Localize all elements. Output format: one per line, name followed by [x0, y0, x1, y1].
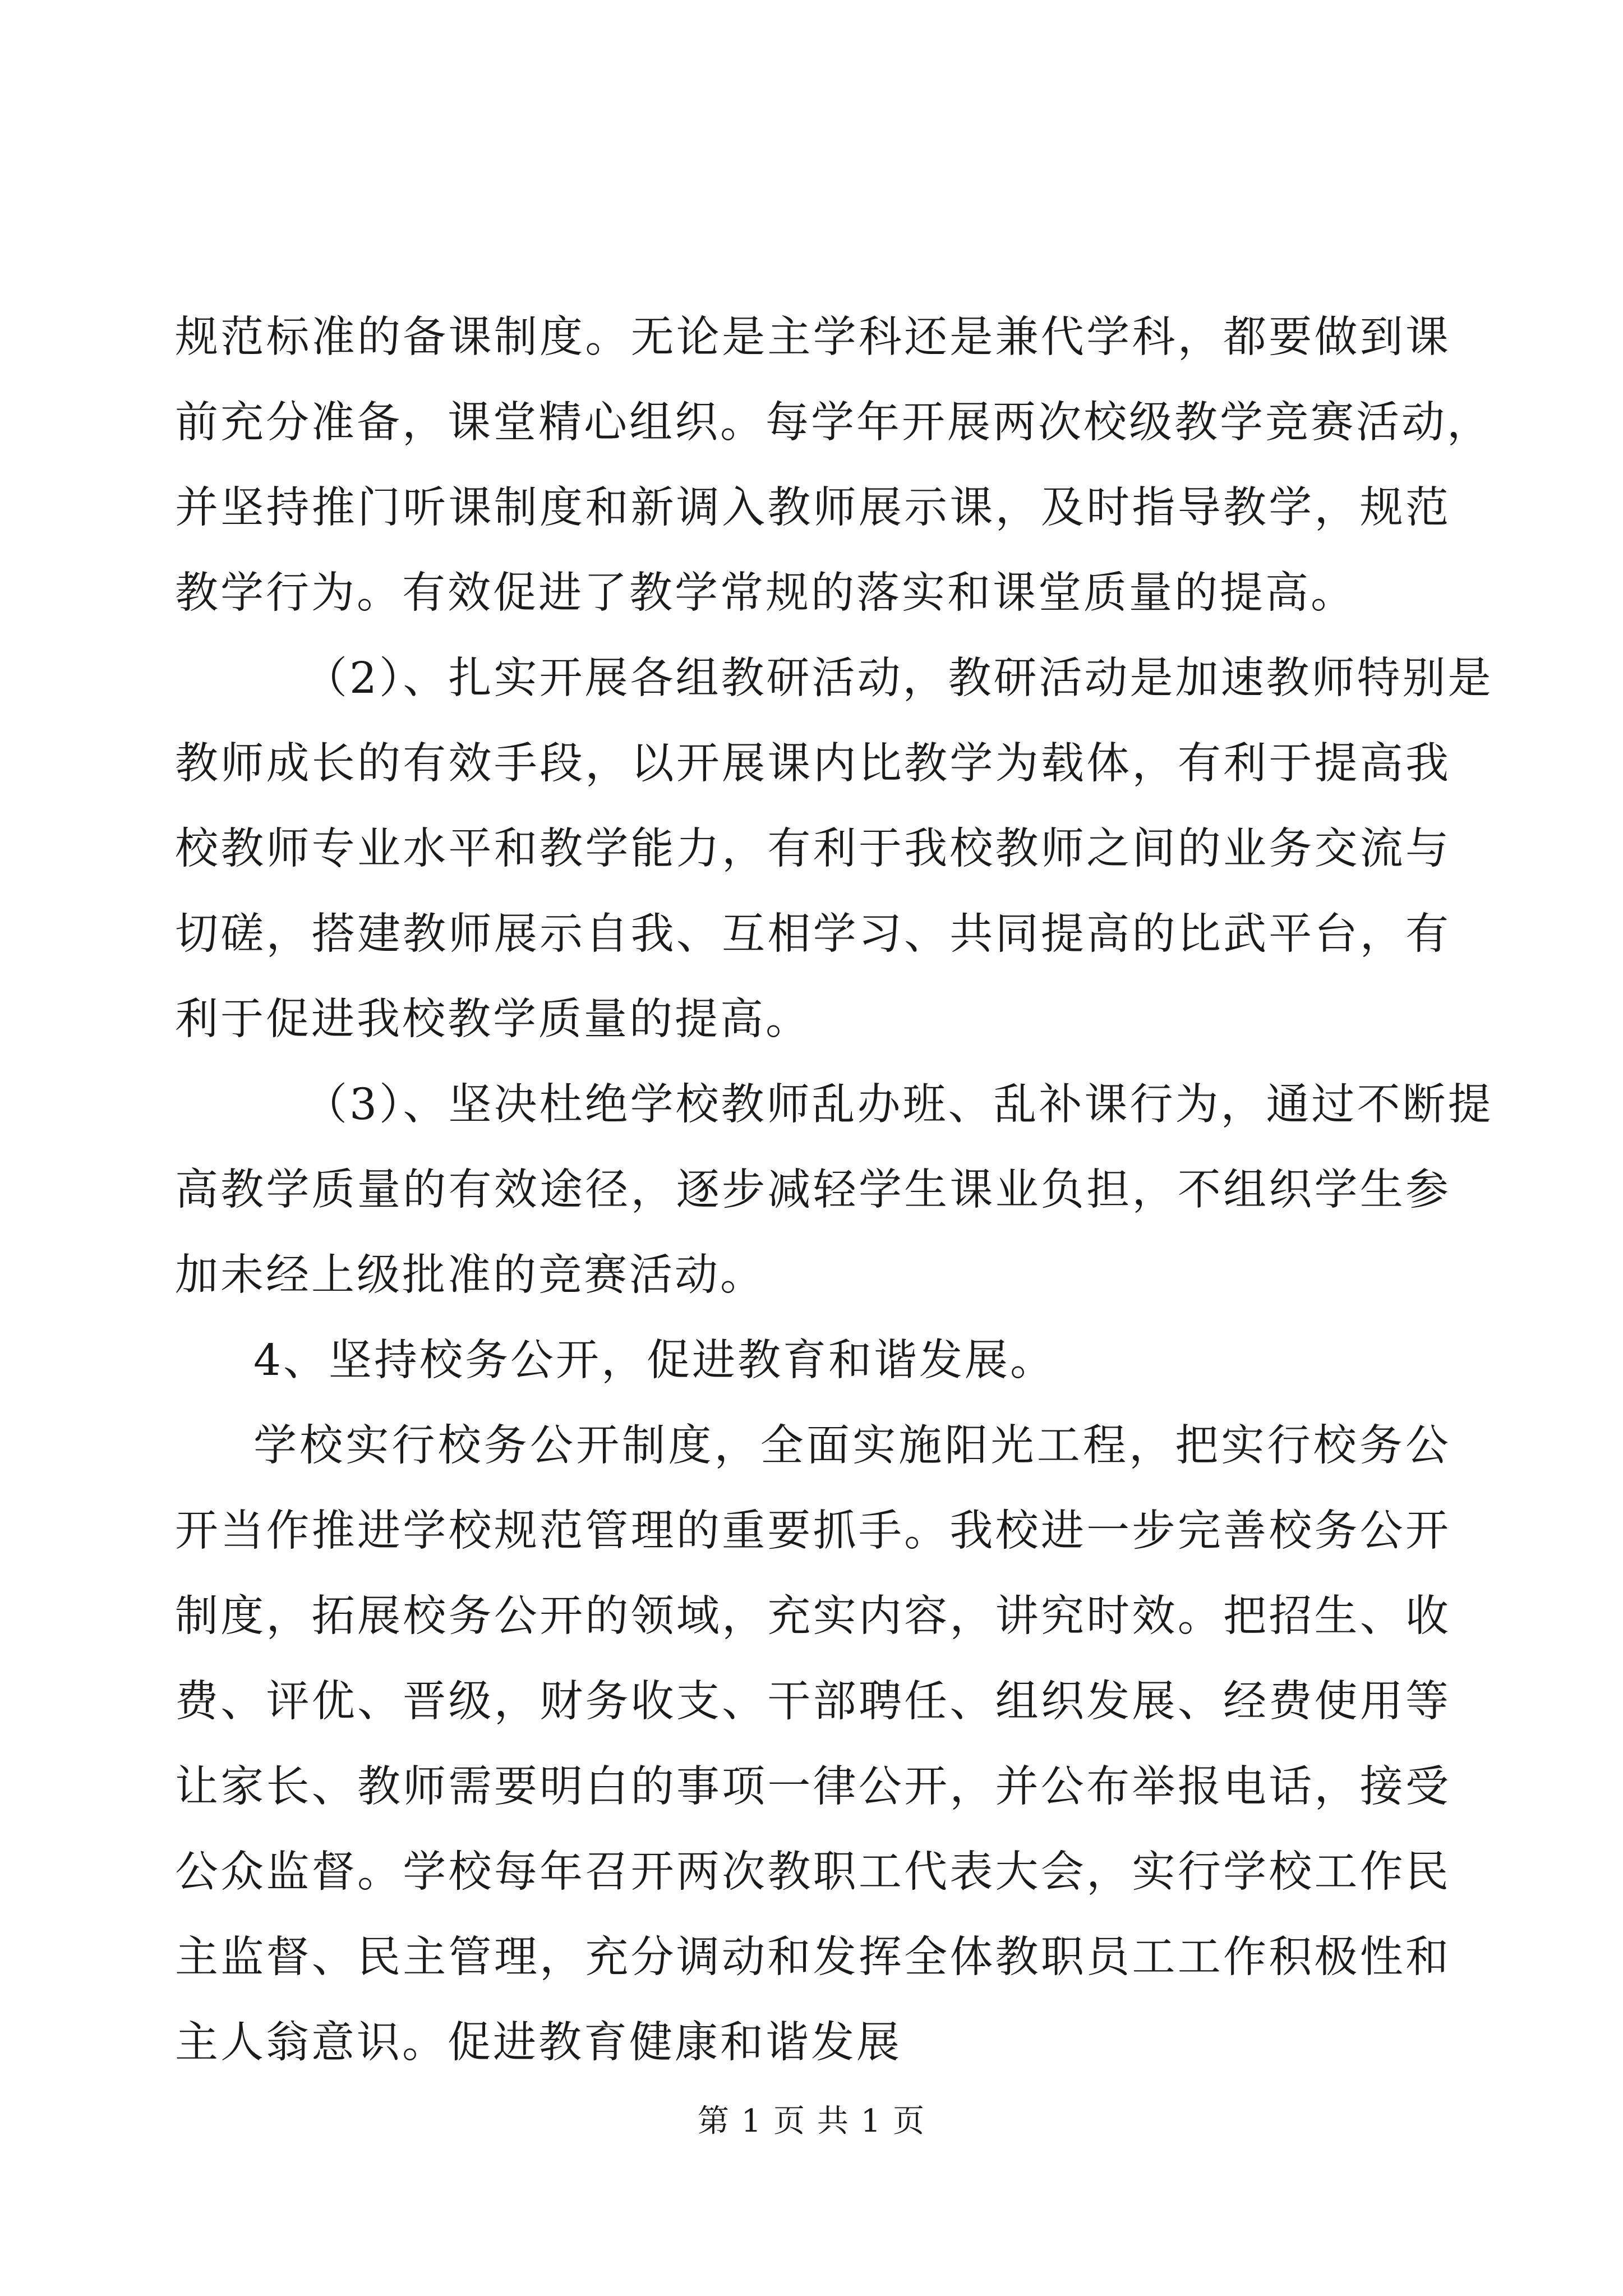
- text-line: （3）、坚决杜绝学校教师乱办班、乱补课行为，通过不断提: [304, 1080, 1493, 1130]
- text-line: 制度，拓展校务公开的领域，充实内容，讲究时效。把招生、收: [175, 1591, 1451, 1641]
- text-line: （2）、扎实开展各组教研活动，教研活动是加速教师特别是: [304, 654, 1493, 703]
- text-line: 开当作推进学校规范管理的重要抓手。我校进一步完善校务公开: [175, 1506, 1451, 1556]
- page-number-footer: 第 1 页 共 1 页: [697, 2103, 926, 2139]
- text-line: 前充分准备，课堂精心组织。每学年开展两次校级教学竞赛活动，: [175, 398, 1492, 448]
- text-line: 主监督、民主管理，充分调动和发挥全体教职员工工作积极性和: [175, 1932, 1451, 1982]
- text-line: 并坚持推门听课制度和新调入教师展示课，及时指导教学，规范: [175, 483, 1451, 533]
- text-line: 费、评优、晋级，财务收支、干部聘任、组织发展、经费使用等: [175, 1677, 1451, 1727]
- text-line: 教师成长的有效手段，以开展课内比教学为载体，有利于提高我: [175, 739, 1451, 789]
- text-line: 教学行为。有效促进了教学常规的落实和课堂质量的提高。: [175, 568, 1356, 618]
- text-line: 高教学质量的有效途径，逐步减轻学生课业负担，不组织学生参: [175, 1165, 1451, 1215]
- text-line: 利于促进我校教学质量的提高。: [175, 995, 811, 1045]
- text-line: 公众监督。学校每年召开两次教职工代表大会，实行学校工作民: [175, 1847, 1451, 1897]
- text-line: 学校实行校务公开制度，全面实施阳光工程，把实行校务公: [253, 1421, 1451, 1471]
- text-line: 主人翁意识。促进教育健康和谐发展: [175, 2018, 902, 2068]
- text-line: 切磋，搭建教师展示自我、互相学习、共同提高的比武平台，有: [175, 909, 1451, 959]
- text-line: 让家长、教师需要明白的事项一律公开，并公布举报电话，接受: [175, 1762, 1451, 1812]
- text-line: 校教师专业水平和教学能力，有利于我校教师之间的业务交流与: [175, 824, 1451, 874]
- section-heading: 4、坚持校务公开，促进教育和谐发展。: [253, 1336, 1055, 1386]
- text-line: 规范标准的备课制度。无论是主学科还是兼代学科，都要做到课: [175, 312, 1451, 362]
- text-line: 加未经上级批准的竞赛活动。: [175, 1250, 766, 1300]
